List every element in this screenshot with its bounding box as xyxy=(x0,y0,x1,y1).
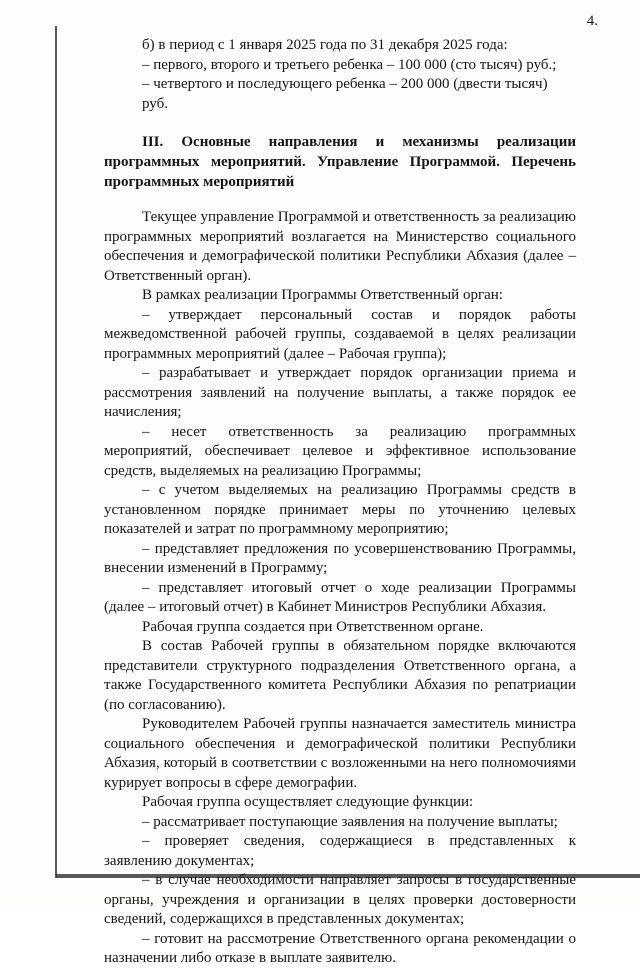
paragraph: Текущее управление Программой и ответственность за реализацию программных мероприятий возлагается на Министерство социального обеспечения и демографической политики Республики Абхазия (далее – Ответственный орган). xyxy=(104,209,576,284)
paragraph: – представляет предложения по усовершенствованию Программы, внесении изменений в Программу; xyxy=(104,540,576,576)
section-heading: III. Основные направления и механизмы реализации программных мероприятий. Управление Программой. Перечень программных мероприятий xyxy=(104,134,576,190)
intro-line: – четвертого и последующего ребенка – 200 000 (двести тысяч) руб. xyxy=(142,76,548,112)
paragraph: – с учетом выделяемых на реализацию Программы средств в установленном порядке принимает меры по уточнению целевых показателей и затрат по программному мероприятию; xyxy=(104,482,576,537)
intro-line: б) в период с 1 января 2025 года по 31 декабря 2025 года: xyxy=(142,37,508,53)
paragraph: – готовит на рассмотрение Ответственного органа рекомендации о назначении либо отказе в выплате заявителю. xyxy=(104,930,576,966)
paragraph: – разрабатывает и утверждает порядок организации приема и рассмотрения заявлений на получение выплаты, а также порядок ее начисления; xyxy=(104,365,576,420)
paragraph: – представляет итоговый отчет о ходе реализации Программы (далее – итоговый отчет) в Кабинет Министров Республики Абхазия. xyxy=(104,579,576,615)
paragraph: В рамках реализации Программы Ответственный орган: xyxy=(142,287,503,303)
paragraph: – в случае необходимости направляет запросы в государственные органы, учреждения и организации в целях проверки достоверности сведений, содержащихся в представленных документах; xyxy=(104,872,576,927)
intro-line: – первого, второго и третьего ребенка – 100 000 (сто тысяч) руб.; xyxy=(142,56,557,73)
intro-block xyxy=(142,36,576,114)
scan-edge-left xyxy=(55,26,57,878)
paragraph: В состав Рабочей группы в обязательном порядке включаются представители структурного подразделения Ответственного органа, а также Государственного комитета Республики Абхазия по репатриации (по согласованию). xyxy=(104,638,576,713)
paragraph: Руководителем Рабочей группы назначается заместитель министра социального обеспечения и демографической политики Республики Абхазия, который в соответствии с возложенными на него полномочиями курирует вопросы в сфере демографии. xyxy=(104,716,576,791)
paragraph: – проверяет сведения, содержащиеся в представленных к заявлению документах; xyxy=(104,833,576,869)
document-content xyxy=(104,36,576,969)
paragraph: Рабочая группа создается при Ответственном органе. xyxy=(142,618,484,635)
page-number: 4. xyxy=(586,13,598,29)
paragraph: – рассматривает поступающие заявления на получение выплаты; xyxy=(142,813,558,830)
paragraph: – несет ответственность за реализацию программных мероприятий, обеспечивает целевое и эффективное использование средств, выделяемых на реализацию Программы; xyxy=(104,423,576,479)
paragraph: – утверждает персональный состав и порядок работы межведомственной рабочей группы, создаваемой в целях реализации программных мероприятий (далее – Рабочая группа); xyxy=(104,306,576,362)
paragraph: Рабочая группа осуществляет следующие функции: xyxy=(142,794,474,810)
